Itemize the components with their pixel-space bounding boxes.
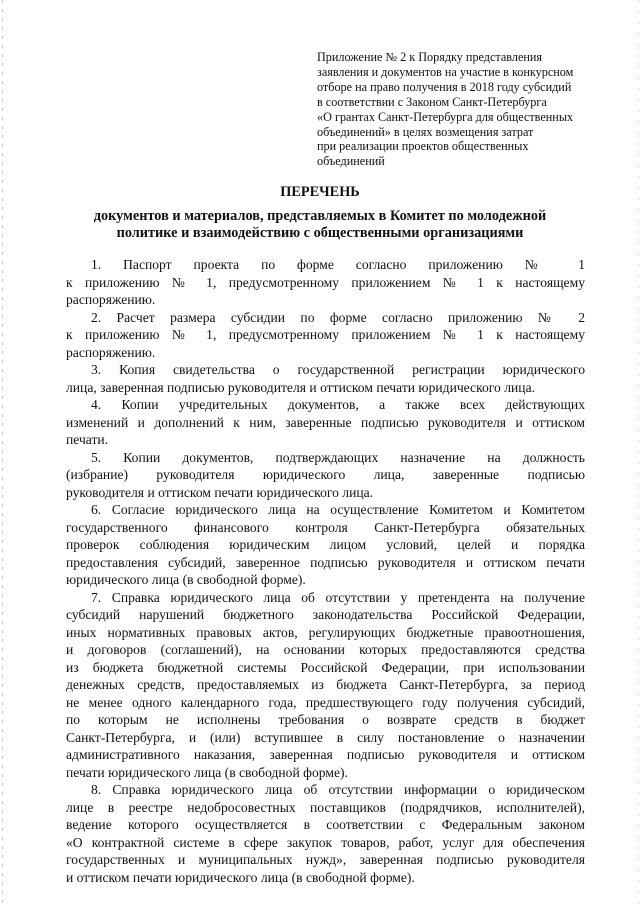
list-item-line: распоряжению.: [66, 344, 156, 360]
list-item-line: денежных средств, предоставляемых из бюджета Санкт-Петербурга, за период: [66, 677, 585, 692]
list-item-line: административного наказания, заверенная подписью руководителя и оттиском: [66, 747, 585, 762]
list-item-line: 5. Копии документов, подтверждающих назначение на должность: [91, 449, 585, 465]
list-item-line: ведение которого осуществляется в соответствии с Федеральным законом: [66, 817, 585, 832]
list-item-line: 2. Расчет размера субсидии по форме согласно приложению № 2: [91, 309, 585, 325]
list-item-line: юридического лица (в свободной форме).: [66, 572, 306, 587]
list-item-line: субсидий нарушений бюджетного законодательства Российской Федерации,: [66, 607, 585, 622]
scan-edge-right: [638, 0, 639, 905]
list-item-line: (избрание) руководителя юридического лица, заверенные подписью: [66, 467, 585, 482]
list-item-line: 4. Копии учредительных документов, а также всех действующих: [91, 397, 585, 412]
list-item-line: и оттиском печати юридического лица (в свободной форме).: [66, 869, 415, 885]
list-item: [66, 501, 585, 589]
appendix-line: объединений» в целях возмещения затрат: [317, 124, 534, 139]
list-item: [66, 449, 585, 502]
list-item-line: не менее одного календарного года, предшествующего году получения субсидий,: [66, 694, 585, 710]
list-item: [66, 781, 585, 886]
document-subtitle-line: политике и взаимодействию с общественными организациями: [116, 225, 524, 241]
list-item-line: проверок соблюдения юридическим лицом условий, целей и порядка: [66, 537, 585, 552]
list-item-line: иных нормативных правовых актов, регулирующих бюджетные правоотношения,: [66, 624, 585, 640]
appendix-line: в соответствии с Законом Санкт-Петербурга: [317, 94, 547, 109]
list-item-line: к приложению № 1, предусмотренному приложением № 1 к настоящему: [66, 274, 585, 290]
list-item-line: руководителя и оттиском печати юридического лица.: [66, 484, 374, 500]
list-item-line: лице в реестре недобросовестных поставщиков (подрядчиков, исполнителей),: [66, 799, 585, 815]
list-item-line: 6. Согласие юридического лица на осуществление Комитетом и Комитетом: [91, 502, 585, 517]
appendix-line: объединений: [317, 154, 385, 169]
list-item: [66, 256, 585, 309]
appendix-line: заявления и документов на участие в конкурсном: [317, 64, 574, 79]
list-item-line: изменений и дополнений к ним, заверенные подписью руководителя и оттиском: [66, 414, 585, 430]
list-item-line: 8. Справка юридического лица об отсутствии информации о юридическом: [91, 782, 585, 797]
list-item-line: печати юридического лица (в свободной форме).: [66, 764, 348, 780]
document-subtitle-line: документов и материалов, представляемых в Комитет по молодежной: [93, 208, 547, 224]
list-item-line: государственного финансового контроля Санкт-Петербурга обязательных: [66, 519, 585, 535]
list-item-line: 3. Копия свидетельства о государственной регистрации юридического: [91, 362, 585, 377]
list-item: [66, 309, 585, 362]
document-title: ПЕРЕЧЕНЬ: [280, 184, 360, 200]
list-item: [66, 589, 585, 782]
list-item-line: из бюджета бюджетной системы Российской Федерации, при использовании: [66, 659, 585, 675]
list-item-line: печати.: [66, 432, 109, 447]
list-item-line: к приложению № 1, предусмотренному приложением № 1 к настоящему: [66, 327, 585, 342]
list-item-line: предоставления субсидий, заверенное подписью руководителя и оттиском печати: [66, 554, 585, 570]
list-item: [66, 361, 585, 396]
list-item-line: государственных и муниципальных нужд», заверенная подписью руководителя: [66, 852, 585, 867]
appendix-line: «О грантах Санкт-Петербурга для общественных: [317, 109, 574, 124]
list-item-line: и договоров (соглашений), на основании которых предоставляются средства: [66, 642, 585, 657]
scan-edge-left: [2, 0, 3, 905]
list-item-line: 7. Справка юридического лица об отсутствии у претендента на получение: [91, 589, 585, 605]
appendix-line: Приложение № 2 к Порядку представления: [317, 50, 543, 64]
list-item-line: по которым не исполнены требования о возврате средств в бюджет: [66, 712, 585, 727]
list-item: [66, 396, 585, 449]
appendix-note: [317, 50, 617, 169]
list-item-line: распоряжению.: [66, 292, 156, 307]
appendix-line: при реализации проектов общественных: [317, 139, 529, 154]
list-item-line: 1. Паспорт проекта по форме согласно приложению № 1: [91, 257, 585, 272]
list-item-line: «О контрактной системе в сфере закупок товаров, работ, услуг для обеспечения: [66, 834, 585, 850]
list-item-line: Санкт-Петербурга, и (или) вступившее в силу постановление о назначении: [66, 729, 585, 745]
appendix-line: отборе на право получения в 2018 году субсидий: [317, 79, 572, 94]
list-item-line: лица, заверенная подписью руководителя и оттиском печати юридического лица.: [66, 379, 535, 395]
document-list: [66, 256, 585, 886]
